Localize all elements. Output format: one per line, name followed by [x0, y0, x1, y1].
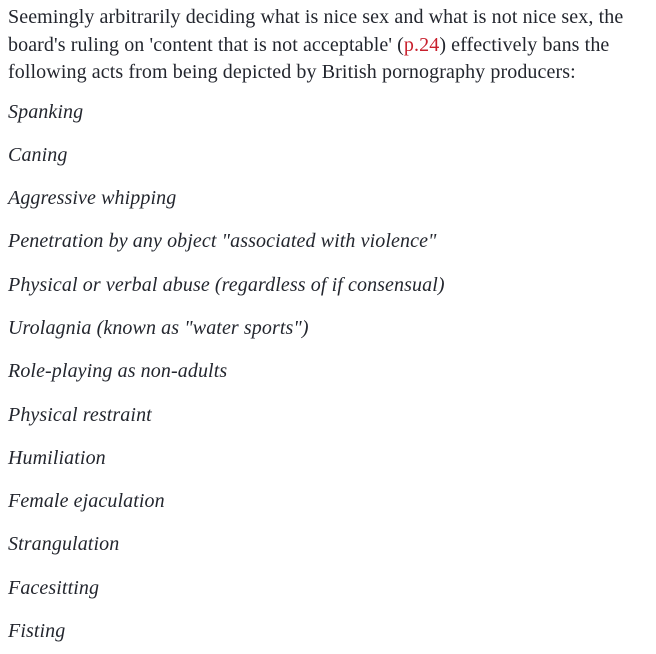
p24-page-link[interactable]: p.24	[403, 33, 440, 56]
banned-act-item: Strangulation	[8, 533, 120, 556]
banned-act-item: Humiliation	[8, 446, 106, 469]
banned-act-item: Role-playing as non-adults	[8, 360, 228, 383]
article-excerpt	[8, 4, 648, 645]
intro-text-before-link: Seemingly arbitrarily deciding what is nice sex and what is not nice sex, the board's ruling on 'content that is not acceptable' (	[8, 6, 624, 56]
banned-act-item: Spanking	[8, 100, 84, 123]
banned-act-item: Penetration by any object "associated with violence"	[8, 230, 437, 253]
intro-paragraph	[8, 4, 648, 87]
banned-act-item: Caning	[8, 143, 68, 166]
banned-act-item: Female ejaculation	[8, 490, 165, 513]
banned-act-item: Urolagnia (known as "water sports")	[8, 316, 309, 339]
banned-act-item: Fisting	[8, 620, 66, 643]
banned-acts-list	[8, 99, 648, 646]
banned-act-item: Facesitting	[8, 576, 100, 599]
banned-act-item: Physical or verbal abuse (regardless of if consensual)	[8, 273, 445, 296]
banned-act-item: Aggressive whipping	[8, 187, 177, 210]
banned-act-item: Physical restraint	[8, 403, 152, 426]
intro-text-after-link: ) effectively bans the following acts from being depicted by British pornography producers:	[8, 33, 610, 83]
